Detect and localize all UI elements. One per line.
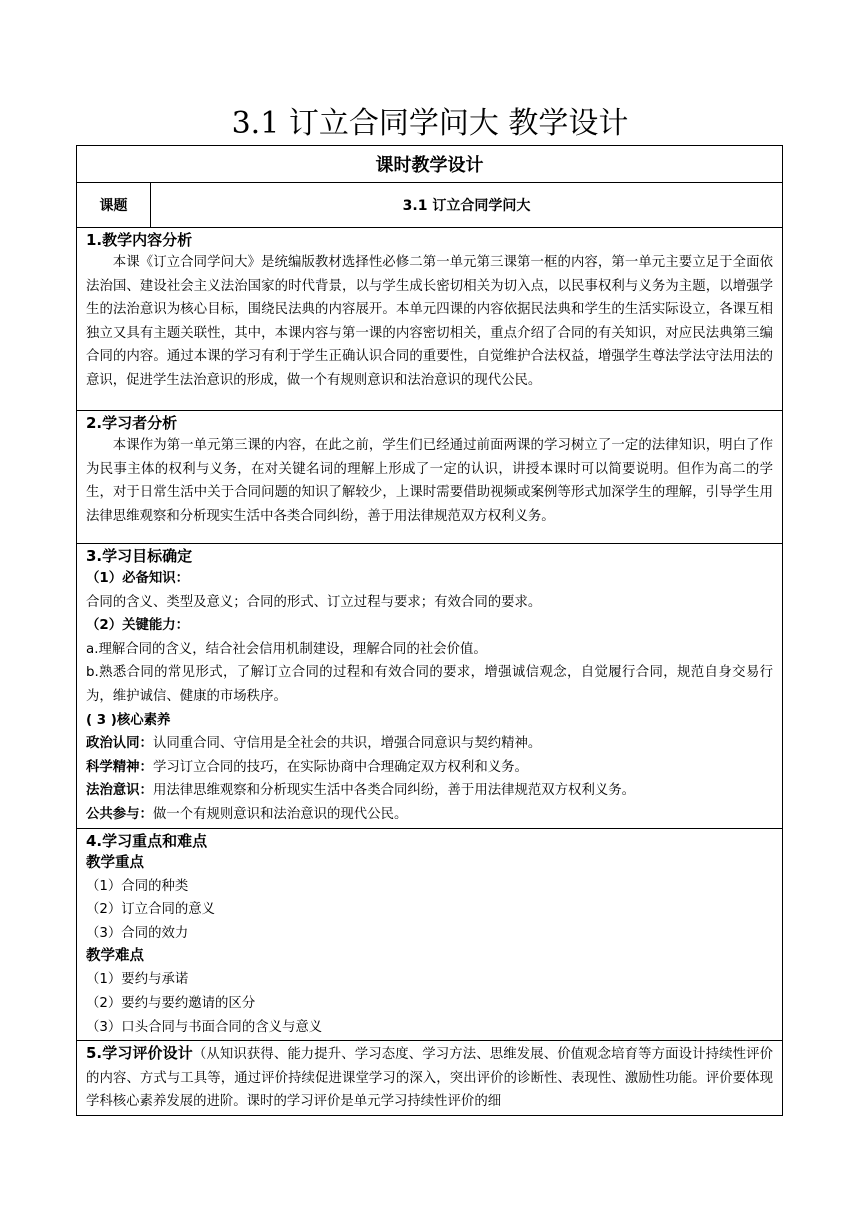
literacy-text: 学习订立合同的技巧，在实际协商中合理确定双方权利和义务。 [152,759,528,775]
topic-label: 课题 [77,183,151,228]
difficult-point-item: （1）要约与承诺 [86,972,189,988]
literacy-item [86,779,773,803]
section-key-difficult-points [77,828,783,1041]
ability-item: b.熟悉合同的常见形式，了解订立合同的过程和有效合同的要求，增强诚信观念，自觉履行合同，规范自身交易行为，维护诚信、健康的市场秩序。 [86,665,773,704]
section-learning-goals [77,544,783,829]
literacy-label: 法治意识： [86,783,153,799]
assessment-text: （从知识获得、能力提升、学习态度、学习方法、思维发展、价值观念培育等方面设计持续性评价的内容、方式与工具等，通过评价持续促进课堂学习的深入，突出评价的诊断性、表现性、激励性功能。评价要体现学科核心素养发展的进阶。课时的学习评价是单元学习持续性评价的细 [86,1047,773,1110]
lesson-design-table [76,145,783,1116]
section-heading: 4.学习重点和难点 [86,831,208,850]
topic-value: 3.1 订立合同学问大 [151,183,783,228]
literacy-item [86,732,773,756]
literacy-label: 政治认同： [86,736,153,752]
key-point-item: （3）合同的效力 [86,925,189,941]
section-heading: 2.学习者分析 [86,414,178,432]
section-body: 本课作为第一单元第三课的内容，在此之前，学生们已经通过前面两课的学习树立了一定的法律知识，明白了作为民事主体的权利与义务，在对关键名词的理解上形成了一定的认识，讲授本课时可以简要说明。但作为高二的学生，对于日常生活中关于合同问题的知识了解较少，上课时需要借助视频或案例等形式加深学生的理解，引导学生用法律思维观察和分析现实生活中各类合同纠纷，善于用法律规范双方权利义务。 [86,438,773,524]
section-heading: 3.学习目标确定 [86,547,193,565]
document-title: 3.1 订立合同学问大 教学设计 [231,106,629,141]
literacy-text: 认同重合同、守信用是全社会的共识，增强合同意识与契约精神。 [152,736,542,752]
literacy-label: 科学精神： [86,759,153,775]
literacy-title: ( 3 )核心素养 [86,712,171,728]
key-point-item: （1）合同的种类 [86,878,189,894]
ability-title: （2）关键能力： [86,618,190,634]
literacy-item [86,803,773,827]
section-assessment-design [77,1041,783,1116]
literacy-item [86,756,773,780]
literacy-label: 公共参与： [86,806,153,822]
difficult-points-title: 教学难点 [86,948,144,965]
knowledge-body: 合同的含义、类型及意义；合同的形式、订立过程与要求；有效合同的要求。 [86,594,542,610]
section-body [86,1042,773,1114]
section-heading: 5.学习评价设计 [86,1044,193,1063]
literacy-text: 做一个有规则意识和法治意识的现代公民。 [152,806,408,822]
key-points-title: 教学重点 [86,854,144,871]
knowledge-title: （1）必备知识： [86,571,190,586]
table-header: 课时教学设计 [77,146,783,183]
key-point-item: （2）订立合同的意义 [86,902,216,918]
section-body: 本课《订立合同学问大》是统编版教材选择性必修二第一单元第三课第一框的内容，第一单元主要立足于全面依法治国、建设社会主义法治国家的时代背景，以与学生成长密切相关为切入点，以民事权利与义务为主题，以增强学生的法治意识为核心目标，围绕民法典的内容展开。本单元四课的内容依据民法典和学生的生活实际设立，各课互相独立又具有主题关联性，其中，本课内容与第一课的内容密切相关，重点介绍了合同的有关知识，对应民法典第三编合同的内容。通过本课的学习有利于学生正确认识合同的重要性，自觉维护合法权益，增强学生尊法学法守法用法的意识，促进学生法治意识的形成，做一个有规则意识和法治意识的现代公民。 [86,255,773,388]
section-heading: 1.教学内容分析 [86,231,193,249]
difficult-point-item: （3）口头合同与书面合同的含义与意义 [86,1019,323,1035]
section-learner-analysis [77,411,783,544]
literacy-text: 用法律思维观察和分析现实生活中各类合同纠纷，善于用法律规范双方权利义务。 [152,783,636,799]
difficult-point-item: （2）要约与要约邀请的区分 [86,995,256,1011]
ability-item: a.理解合同的含义，结合社会信用机制建设，理解合同的社会价值。 [86,641,487,657]
section-content-analysis [77,228,783,411]
